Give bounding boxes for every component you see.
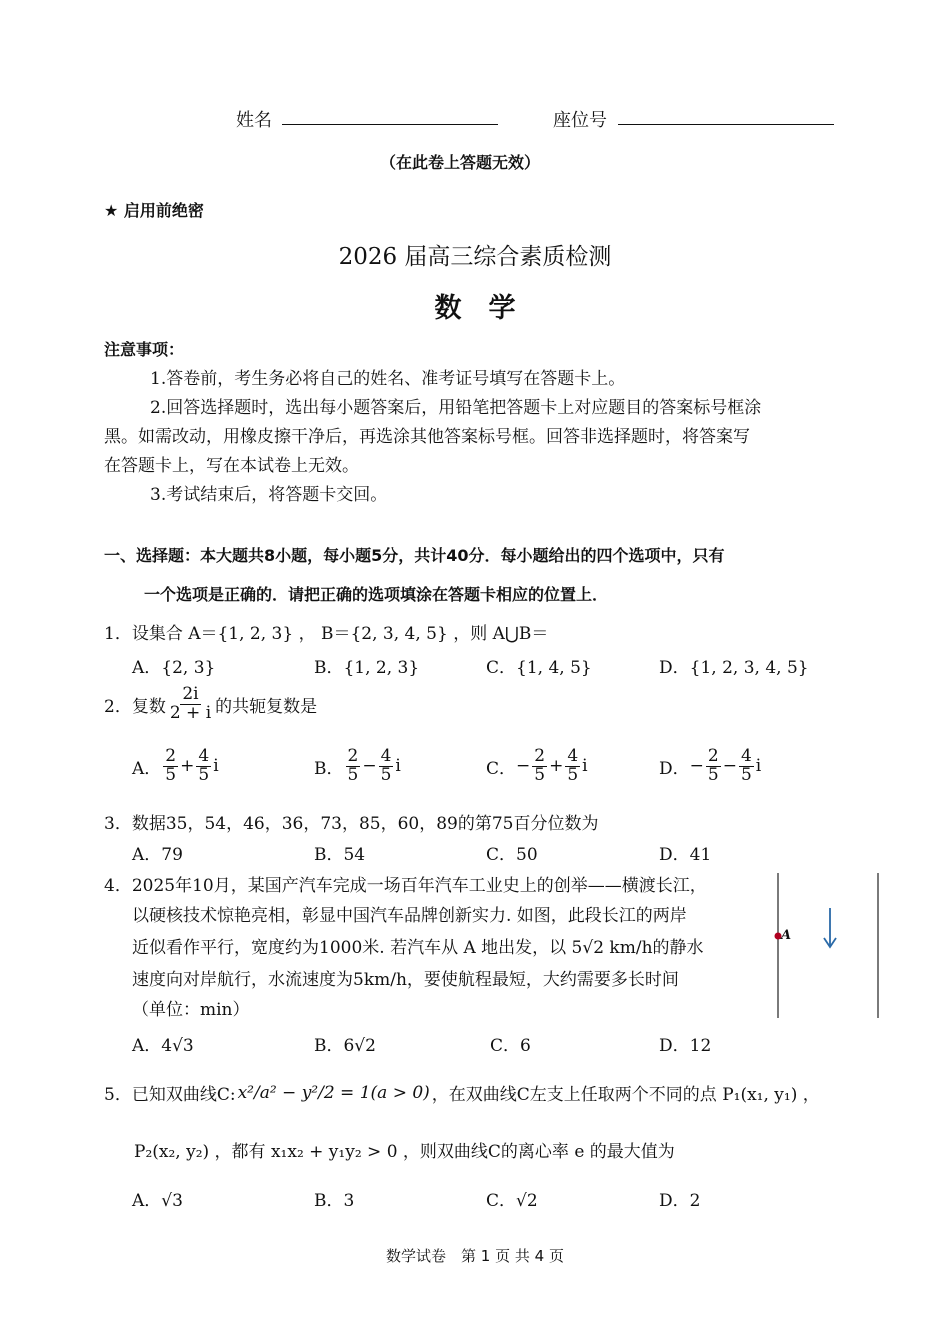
- q2-d-n1: 2: [707, 746, 719, 766]
- q2-d-frac1: [706, 748, 721, 785]
- q2-option-d[interactable]: [659, 748, 761, 785]
- q2-c-label: C．: [486, 758, 517, 779]
- q2-prefix: 2．复数: [104, 696, 166, 717]
- q2-d-d2: 5: [740, 764, 752, 785]
- section1-heading: 一、选择题：本大题共8小题，每小题5分，共计40分．每小题给出的四个选项中，只有: [104, 546, 725, 565]
- secret-label: ★ 启用前绝密: [104, 201, 204, 220]
- q5-equation: x²/a² − y²/2 = 1(a > 0): [237, 1082, 430, 1103]
- q1-option-b[interactable]: B．{1, 2, 3}: [314, 658, 420, 678]
- q3-stem: 3．数据35，54，46，36，73，85，60，89的第75百分位数为: [104, 814, 599, 834]
- q2-den: 2 + i: [169, 702, 212, 723]
- page-footer: 数学试卷 第 1 页 共 4 页: [386, 1247, 564, 1265]
- q2-a-d2: 5: [198, 764, 210, 785]
- q2-d-unit: i: [755, 756, 762, 777]
- q2-option-a[interactable]: [132, 748, 219, 785]
- q2-c-n1: 2: [534, 746, 546, 766]
- q4-line-5: （单位：min）: [132, 1000, 250, 1020]
- q2-d-frac2: [739, 748, 754, 785]
- seat-label: 座位号: [553, 110, 607, 131]
- q2-a-unit: i: [213, 756, 219, 777]
- q3-option-d[interactable]: D．41: [659, 845, 712, 865]
- q2-b-frac2: [379, 748, 394, 785]
- notice-item-3: 3.考试结束后，将答题卡交回。: [150, 485, 388, 505]
- q4-option-c[interactable]: C．6: [490, 1036, 531, 1056]
- q2-a-frac2: [196, 748, 211, 785]
- q5-stem-b: ，在双曲线C左支上任取两个不同的点 P₁(x₁, y₁) ，: [431, 1085, 820, 1105]
- q2-c-op: +: [549, 756, 564, 777]
- q5-option-b[interactable]: B．3: [314, 1191, 355, 1211]
- notice-title: 注意事项：: [104, 340, 185, 359]
- q2-b-n2: 4: [380, 746, 392, 766]
- q1-option-c[interactable]: C．{1, 4, 5}: [486, 658, 592, 678]
- q2-a-n1: 2: [165, 746, 177, 766]
- q2-a-n2: 4: [198, 746, 210, 766]
- q2-b-frac1: [346, 748, 361, 785]
- notice-item-2: 2.回答选择题时，选出每小题答案后，用铅笔把答题卡上对应题目的答案标号框涂: [150, 398, 762, 418]
- q5-option-d[interactable]: D．2: [659, 1191, 701, 1211]
- subject-title: 数 学: [434, 293, 516, 324]
- notice-item-1: 1.答卷前，考生务必将自己的姓名、准考证号填写在答题卡上。: [150, 369, 626, 389]
- q2-d-sign: −: [689, 756, 704, 777]
- q2-b-d2: 5: [380, 764, 392, 785]
- q2-d-n2: 4: [740, 746, 752, 766]
- q2-d-op: −: [722, 756, 737, 777]
- name-label: 姓名: [236, 110, 272, 131]
- q1-option-d[interactable]: D．{1, 2, 3, 4, 5}: [659, 658, 809, 678]
- q2-stem: [104, 686, 317, 723]
- seat-field-line[interactable]: [618, 124, 834, 125]
- q2-option-c[interactable]: [486, 748, 588, 785]
- q5-stem-a: 5．已知双曲线C:: [104, 1085, 236, 1105]
- q3-option-a[interactable]: A．79: [132, 845, 183, 865]
- q2-a-label: A．: [132, 758, 162, 779]
- q3-option-c[interactable]: C．50: [486, 845, 538, 865]
- q2-c-frac1: [532, 748, 547, 785]
- q2-b-n1: 2: [347, 746, 359, 766]
- q2-c-unit: i: [582, 756, 588, 777]
- exam-title: 2026 届高三综合素质检测: [338, 244, 612, 270]
- river-figure: [770, 868, 890, 1023]
- q2-option-b[interactable]: [314, 748, 401, 785]
- section1-heading-cont: 一个选项是正确的．请把正确的选项填涂在答题卡相应的位置上．: [144, 585, 609, 604]
- q4-option-d[interactable]: D．12: [659, 1036, 712, 1056]
- q4-option-b[interactable]: B．6√2: [314, 1036, 376, 1056]
- q4-option-a[interactable]: A．4√3: [132, 1036, 194, 1056]
- q2-suffix: 的共轭复数是: [215, 696, 318, 717]
- name-field-line[interactable]: [282, 124, 498, 125]
- notice-item-2-cont2: 在答题卡上，写在本试卷上无效。: [104, 456, 359, 476]
- q1-stem: 1．设集合 A＝{1, 2, 3} ， B＝{2, 3, 4, 5} ，则 A⋃B＝: [104, 624, 549, 644]
- q4-line-2: 以硬核技术惊艳亮相，彰显中国汽车品牌创新实力. 如图，此段长江的两岸: [132, 906, 687, 926]
- q2-c-d1: 5: [534, 764, 546, 785]
- q5-stem: [104, 1080, 820, 1105]
- q2-fraction: [168, 686, 213, 723]
- q2-num: 2i: [182, 684, 199, 704]
- q2-b-label: B．: [314, 758, 344, 779]
- q2-a-op: +: [180, 756, 195, 777]
- q5-option-a[interactable]: A．√3: [132, 1191, 183, 1211]
- q4-line-1: 4．2025年10月，某国产汽车完成一场百年汽车工业史上的创举——横渡长江，: [104, 876, 707, 896]
- notice-item-2-cont: 黑。如需改动，用橡皮擦干净后，再选涂其他答案标号框。回答非选择题时，将答案写: [104, 427, 750, 447]
- q2-c-frac2: [565, 748, 580, 785]
- q5-option-c[interactable]: C．√2: [486, 1191, 538, 1211]
- invalid-note: （在此卷上答题无效）: [380, 153, 541, 172]
- q4-line-4: 速度向对岸航行，水流速度为5km/h，要使航程最短，大约需要多长时间: [132, 970, 679, 990]
- q2-a-d1: 5: [165, 764, 177, 785]
- q2-b-unit: i: [395, 756, 401, 777]
- point-a-label: A: [781, 928, 792, 943]
- q2-c-n2: 4: [567, 746, 579, 766]
- q4-line-3: 近似看作平行，宽度约为1000米. 若汽车从 A 地出发，以 5√2 km/h的静水: [132, 938, 704, 958]
- q1-option-a[interactable]: A．{2, 3}: [132, 658, 216, 678]
- q5-line-2: P₂(x₂, y₂) ，都有 x₁x₂ + y₁y₂ > 0 ，则双曲线C的离心率 e 的最大值为: [134, 1142, 675, 1162]
- q2-d-label: D．: [659, 758, 690, 779]
- q2-c-d2: 5: [567, 764, 579, 785]
- q3-option-b[interactable]: B．54: [314, 845, 366, 865]
- q2-d-d1: 5: [707, 764, 719, 785]
- q2-b-d1: 5: [347, 764, 359, 785]
- q2-b-op: −: [362, 756, 377, 777]
- q2-a-frac1: [163, 748, 178, 785]
- q2-c-sign: −: [516, 756, 531, 777]
